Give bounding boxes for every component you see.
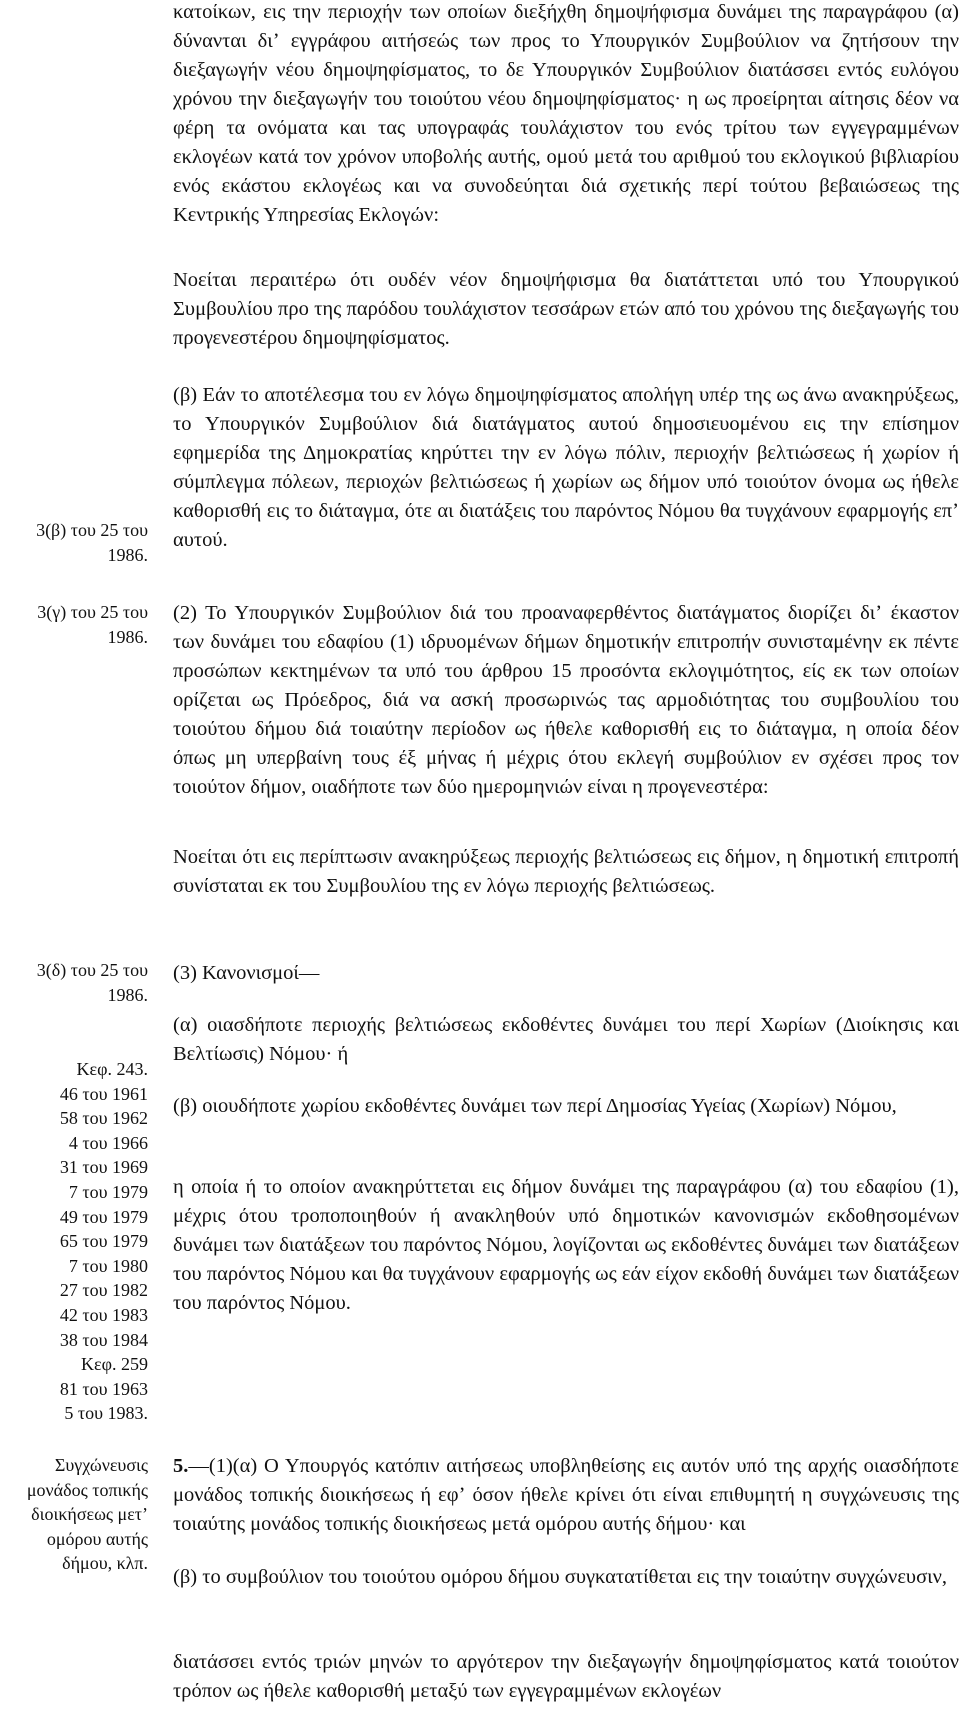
law-reference: 49 του 1979 [59,1206,148,1227]
margin-note-3c: 3(γ) του 25 του 1986. [37,602,148,647]
body-paragraph-1: κατοίκων, εις την περιοχήν των οποίων διεξήχθη δημοψήφισμα δυνάμει της παραγράφου (α) δύνανται διʼ εγγράφου αιτήσεώς των προς το Υπουργικόν Συμβούλιον να ζητήσουν την διεξαγωγήν νέου δημοψηφίσματος, το δε Υπουργικόν Συμβούλιον διατάσσει εντός ευλόγου χρόνου την διεξαγωγήν του τοιούτου νέου δημοψηφίσματος· η ως προείρηται αίτησις δέον να φέρη τα ονόματα και τας υπογραφάς τουλάχιστον του ενός τρίτου των εγγεγραμμένων εκλογέων κατά τον χρόνον υποβολής αυτής, ομού μετά του αριθμού του εκλογικού βιβλιαρίου ενός εκάστου εκλογέως και να συνοδεύηται διά σχετικής περί τούτου βεβαιώσεως της Κεντρικής Υπηρεσίας Εκλογών: [173,1,959,226]
law-reference: 27 του 1982 [59,1280,148,1301]
law-reference: 7 του 1979 [68,1181,148,1202]
body-paragraph-2: Νοείται περαιτέρω ότι ουδέν νέον δημοψήφισμα θα διατάττεται υπό του Υπουργικού Συμβουλίου προ της παρόδου τουλάχιστον τεσσάρων ετών από του χρόνου της διεξαγωγής του προγενεστέρου δημοψηφίσματος. [173,269,959,349]
law-reference: Κεφ. 243. [76,1059,148,1079]
body-paragraph-4: (2) Το Υπουργικόν Συμβούλιον διά του προαναφερθέντος διατάγματος διορίζει διʼ έκαστον των δυνάμει του εδαφίου (1) ιδρυομένων δήμων δημοτικήν επιτροπήν συνισταμένην εκ πέντε προσώπων κεκτημένων τα υπό του άρθρου 15 προσόντα εκλογιμότητος, είς εκ των οποίων ορίζεται ως Πρόεδρος, διά να ασκή προσωρινώς τας αρμοδιότητας του συμβουλίου του τοιούτου δήμου διά τοιαύτην περίοδον ως ήθελε καθορισθή εις το διάταγμα, η οποία δέον όπως μη υπερβαίνη τους έξ μήνας ή μέχρις ότου εκλεγή συμβούλιον εν σχέσει προς τον τοιούτον δήμον, οιαδήποτε των δύο ημερομηνιών είναι η προγενεστέρα: [173,602,959,798]
section-5-paragraph [173,1452,959,1539]
body-paragraph-12: διατάσσει εντός τριών μηνών το αργότερον την διεξαγωγήν δημοψηφίσματος κατά τοιούτον τρόπον ως ήθελε καθορισθή μεταξύ των εγγεγραμμένων εκλογέων [173,1651,959,1702]
law-reference: 81 του 1963 [59,1378,148,1399]
law-reference: 7 του 1980 [68,1255,148,1276]
law-reference: 46 του 1961 [59,1083,148,1104]
margin-note-3d: 3(δ) του 25 του 1986. [36,960,148,1005]
law-reference: 38 του 1984 [59,1329,148,1350]
margin-law-references [0,1057,148,1426]
law-reference: 5 του 1983. [64,1403,148,1424]
law-reference: 42 του 1983 [59,1304,148,1325]
body-paragraph-5: Νοείται ότι εις περίπτωσιν ανακηρύξεως περιοχής βελτιώσεως εις δήμον, η δημοτική επιτροπή συνίσταται εκ του Συμβουλίου της εν λόγω περιοχής βελτιώσεως. [173,846,959,897]
body-paragraph-6: (3) Κανονισμοί— [173,962,320,984]
body-paragraph-3: (β) Εάν το αποτέλεσμα του εν λόγω δημοψηφίσματος απολήγη υπέρ της ως άνω ανακηρύξεως, το Υπουργικόν Συμβούλιον διά διατάγματος αυτού δημοσιευομένου εις την επίσημον εφημερίδα της Δημοκρατίας κηρύττει την εν λόγω πόλιν, περιοχήν βελτιώσεως ή χωρίον ή σύμπλεγμα πόλεων, περιοχών βελτιώσεως ή χωρίων ως δήμον υπό τοιούτον όνομα ως ήθελε καθορισθή εις το διάταγμα, ότε αι διατάξεις του παρόντος Νόμου θα τυγχάνουν εφαρμογής επʼ αυτού. [173,384,959,551]
body-paragraph-7: (α) οιασδήποτε περιοχής βελτιώσεως εκδοθέντες δυνάμει του περί Χωρίων (Διοίκησις και Βελτίωσις) Νόμου· ή [173,1014,959,1065]
margin-note-3b: 3(β) του 25 του 1986. [36,520,148,565]
law-reference: 58 του 1962 [59,1108,148,1129]
law-reference: 4 του 1966 [68,1132,148,1153]
section-5-text: —(1)(α) Ο Υπουργός κατόπιν αιτήσεως υποβληθείσης εις αυτόν υπό της αρχής οιασδήποτε μονάδος τοπικής διοικήσεως ή εφʼ όσον ήθελε κρίνει ότι είναι επιθυμητή η συγχώνευσις της τοιαύτης μονάδος τοπικής διοικήσεως μετά ομόρου αυτής δήμου· και [173,1455,959,1535]
body-paragraph-8: (β) οιουδήποτε χωρίου εκδοθέντες δυνάμει των περί Δημοσίας Υγείας (Χωρίων) Νόμου, [173,1095,897,1117]
law-reference: 65 του 1979 [59,1231,148,1252]
law-reference: Κεφ. 259 [81,1354,148,1375]
body-paragraph-11: (β) το συμβούλιον του τοιούτου ομόρου δήμου συγκατατίθεται εις την τοιαύτην συγχώνευσιν, [173,1566,948,1588]
margin-section-title: Συγχώνευσις μονάδος τοπικής διοικήσεως μετʼ ομόρου αυτής δήμου, κλπ. [26,1455,148,1574]
body-paragraph-9: η οποία ή το οποίον ανακηρύττεται εις δήμον δυνάμει της παραγράφου (α) του εδαφίου (1), μέχρις ότου τροποποιηθούν ή ανακληθούν υπό δημοτικών κανονισμών εκδοθησομένων δυνάμει των διατάξεων του παρόντος Νόμου, λογίζονται ως εκδοθέντες δυνάμει των διατάξεων του παρόντος Νόμου και θα τυγχάνουν εφαρμογής ως εάν είχον εκδοθή δυνάμει των διατάξεων του παρόντος Νόμου. [173,1176,959,1314]
section-number: 5. [173,1455,189,1477]
law-reference: 31 του 1969 [59,1157,148,1178]
